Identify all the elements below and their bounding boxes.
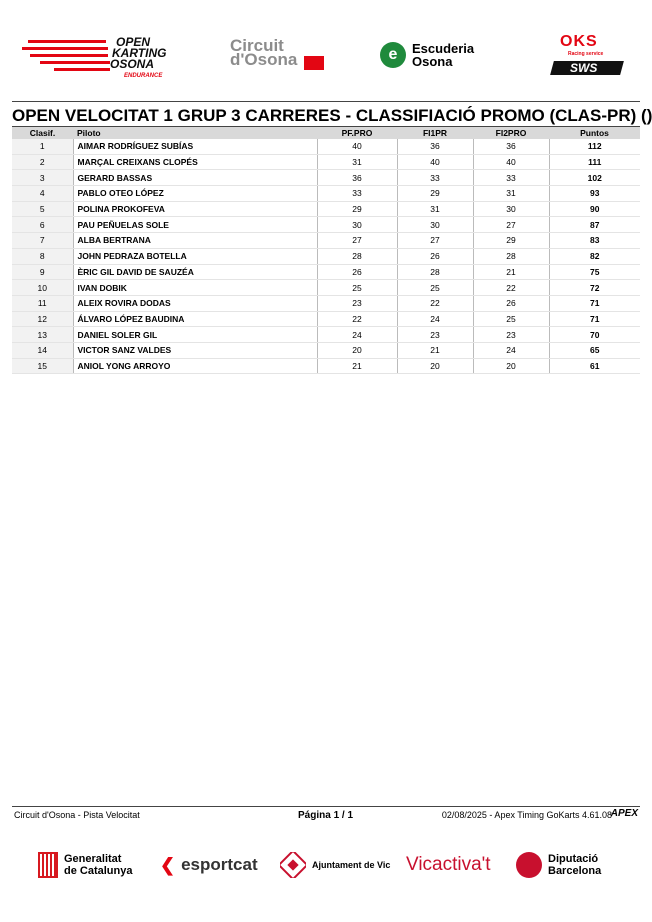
- header-clasif: Clasif.: [12, 127, 73, 139]
- cell-piloto: ÈRIC GIL DAVID DE SAUZÉA: [73, 264, 317, 280]
- cell-puntos: 71: [549, 295, 640, 311]
- title-rule-top: [12, 101, 640, 102]
- ajuntament-vic-logo: [280, 848, 390, 882]
- header-piloto: Piloto: [73, 127, 317, 139]
- cell-position: 3: [12, 170, 73, 186]
- cell-piloto: DANIEL SOLER GIL: [73, 327, 317, 343]
- cell-piloto: IVAN DOBIK: [73, 280, 317, 296]
- cell-pfpro: 25: [317, 280, 397, 296]
- cell-fi1pr: 27: [397, 233, 473, 249]
- footer-venue: Circuit d'Osona - Pista Velocitat: [14, 810, 140, 820]
- cell-fi2pro: 28: [473, 248, 549, 264]
- cell-pfpro: 28: [317, 248, 397, 264]
- cell-position: 14: [12, 342, 73, 358]
- cell-puntos: 87: [549, 217, 640, 233]
- oks-brand: OKS: [560, 33, 598, 50]
- logo-line-4: ENDURANCE: [124, 73, 163, 79]
- circuit-line-1: Circuit: [230, 36, 284, 55]
- table-row: [12, 233, 640, 249]
- logo-line-3: OSONA: [110, 57, 155, 71]
- cell-piloto: ALBA BERTRANA: [73, 233, 317, 249]
- cell-pfpro: 26: [317, 264, 397, 280]
- cell-position: 13: [12, 327, 73, 343]
- cell-pfpro: 21: [317, 358, 397, 374]
- header-fi1pr: FI1PR: [397, 127, 473, 139]
- cell-position: 8: [12, 248, 73, 264]
- table-row: [12, 170, 640, 186]
- ajuntament-text: Ajuntament de Vic: [312, 860, 391, 870]
- cell-puntos: 93: [549, 186, 640, 202]
- table-row: [12, 186, 640, 202]
- header-puntos: Puntos: [549, 127, 640, 139]
- cell-puntos: 61: [549, 358, 640, 374]
- vic-shield-icon: [280, 852, 306, 878]
- cell-position: 1: [12, 139, 73, 154]
- diputacio-line-1: Diputació: [548, 853, 599, 865]
- cell-puntos: 102: [549, 170, 640, 186]
- cell-puntos: 71: [549, 311, 640, 327]
- red-flag-icon: [304, 56, 324, 70]
- cell-pfpro: 22: [317, 311, 397, 327]
- cell-pfpro: 33: [317, 186, 397, 202]
- cell-pfpro: 29: [317, 201, 397, 217]
- cell-piloto: POLINA PROKOFEVA: [73, 201, 317, 217]
- esportcat-swoosh-icon: ❮: [160, 854, 176, 875]
- page-title: OPEN VELOCITAT 1 GRUP 3 CARRERES - CLASSIFIACIÓ PROMO (CLAS-PR) (): [12, 106, 652, 125]
- cell-piloto: ANIOL YONG ARROYO: [73, 358, 317, 374]
- cell-piloto: PAU PEÑUELAS SOLE: [73, 217, 317, 233]
- results-table: [12, 127, 640, 374]
- vicactiva-logo: [406, 848, 491, 882]
- cell-puntos: 72: [549, 280, 640, 296]
- cell-fi1pr: 30: [397, 217, 473, 233]
- cell-puntos: 65: [549, 342, 640, 358]
- cell-fi2pro: 26: [473, 295, 549, 311]
- sponsor-logos: [0, 848, 652, 884]
- cell-position: 11: [12, 295, 73, 311]
- table-row: [12, 139, 640, 154]
- cell-puntos: 82: [549, 248, 640, 264]
- cell-puntos: 83: [549, 233, 640, 249]
- generalitat-stripes-icon: [38, 852, 58, 878]
- cell-fi2pro: 21: [473, 264, 549, 280]
- cell-piloto: MARÇAL CREIXANS CLOPÉS: [73, 154, 317, 170]
- cell-fi1pr: 20: [397, 358, 473, 374]
- cell-pfpro: 24: [317, 327, 397, 343]
- cell-piloto: PABLO OTEO LÓPEZ: [73, 186, 317, 202]
- cell-fi1pr: 23: [397, 327, 473, 343]
- circuit-line-2: d'Osona: [230, 50, 298, 69]
- cell-fi2pro: 23: [473, 327, 549, 343]
- cell-pfpro: 27: [317, 233, 397, 249]
- diputacio-line-2: Barcelona: [548, 865, 602, 877]
- cell-position: 7: [12, 233, 73, 249]
- escuderia-osona-logo: [380, 30, 500, 80]
- cell-fi1pr: 28: [397, 264, 473, 280]
- cell-fi1pr: 40: [397, 154, 473, 170]
- table-row: [12, 154, 640, 170]
- table-header-row: [12, 127, 640, 139]
- table-row: [12, 264, 640, 280]
- cell-puntos: 90: [549, 201, 640, 217]
- cell-piloto: ÁLVARO LÓPEZ BAUDINA: [73, 311, 317, 327]
- table-row: [12, 248, 640, 264]
- cell-fi2pro: 33: [473, 170, 549, 186]
- table-row: [12, 201, 640, 217]
- cell-position: 2: [12, 154, 73, 170]
- circuit-osona-logo: [230, 30, 342, 80]
- cell-pfpro: 30: [317, 217, 397, 233]
- table-row: [12, 217, 640, 233]
- cell-piloto: VICTOR SANZ VALDES: [73, 342, 317, 358]
- cell-pfpro: 23: [317, 295, 397, 311]
- header-logos: [12, 30, 640, 82]
- table-row: [12, 358, 640, 374]
- footer-page-number: Página 1 / 1: [298, 810, 354, 821]
- header-pfpro: PF.PRO: [317, 127, 397, 139]
- cell-position: 4: [12, 186, 73, 202]
- generalitat-line-1: Generalitat: [64, 853, 122, 865]
- cell-fi2pro: 24: [473, 342, 549, 358]
- cell-fi2pro: 40: [473, 154, 549, 170]
- cell-fi1pr: 26: [397, 248, 473, 264]
- cell-position: 5: [12, 201, 73, 217]
- apex-logo: APEX: [610, 808, 638, 819]
- cell-fi2pro: 36: [473, 139, 549, 154]
- escuderia-e-icon: e: [380, 42, 406, 68]
- cell-puntos: 70: [549, 327, 640, 343]
- generalitat-logo: [38, 848, 132, 882]
- sws-brand: SWS: [570, 61, 598, 75]
- cell-pfpro: 31: [317, 154, 397, 170]
- cell-fi1pr: 29: [397, 186, 473, 202]
- esportcat-text: esportcat: [181, 855, 258, 874]
- cell-position: 10: [12, 280, 73, 296]
- cell-fi1pr: 25: [397, 280, 473, 296]
- cell-fi2pro: 27: [473, 217, 549, 233]
- cell-position: 9: [12, 264, 73, 280]
- table-row: [12, 327, 640, 343]
- table-row: [12, 311, 640, 327]
- cell-piloto: GERARD BASSAS: [73, 170, 317, 186]
- escuderia-line-2: Osona: [412, 54, 453, 69]
- table-row: [12, 280, 640, 296]
- open-karting-osona-logo: [20, 30, 180, 80]
- cell-fi2pro: 31: [473, 186, 549, 202]
- cell-fi1pr: 36: [397, 139, 473, 154]
- cell-fi2pro: 25: [473, 311, 549, 327]
- cell-piloto: AIMAR RODRÍGUEZ SUBÍAS: [73, 139, 317, 154]
- table-row: [12, 295, 640, 311]
- cell-position: 15: [12, 358, 73, 374]
- escuderia-line-1: Escuderia: [412, 41, 475, 56]
- footer-timestamp: 02/08/2025 - Apex Timing GoKarts 4.61.08: [441, 810, 612, 820]
- table-row: [12, 342, 640, 358]
- cell-fi2pro: 20: [473, 358, 549, 374]
- cell-pfpro: 40: [317, 139, 397, 154]
- logo-line-1: OPEN: [116, 35, 151, 49]
- cell-fi2pro: 29: [473, 233, 549, 249]
- page-footer: [12, 806, 640, 821]
- cell-fi1pr: 22: [397, 295, 473, 311]
- diputacio-emblem-icon: [516, 852, 542, 878]
- cell-position: 12: [12, 311, 73, 327]
- cell-fi2pro: 22: [473, 280, 549, 296]
- cell-puntos: 111: [549, 154, 640, 170]
- cell-fi2pro: 30: [473, 201, 549, 217]
- diputacio-barcelona-logo: [516, 848, 601, 882]
- cell-puntos: 75: [549, 264, 640, 280]
- cell-pfpro: 20: [317, 342, 397, 358]
- header-fi2pro: FI2PRO: [473, 127, 549, 139]
- cell-fi1pr: 24: [397, 311, 473, 327]
- cell-puntos: 112: [549, 139, 640, 154]
- cell-position: 6: [12, 217, 73, 233]
- logo-line-2: KARTING: [112, 46, 167, 60]
- esportcat-logo: [160, 848, 258, 882]
- oks-sub: Racing service: [568, 51, 604, 57]
- cell-fi1pr: 31: [397, 201, 473, 217]
- cell-fi1pr: 21: [397, 342, 473, 358]
- generalitat-line-2: de Catalunya: [64, 865, 133, 877]
- oks-sws-logo: [542, 30, 628, 80]
- cell-fi1pr: 33: [397, 170, 473, 186]
- cell-piloto: ALEIX ROVIRA DODAS: [73, 295, 317, 311]
- cell-piloto: JOHN PEDRAZA BOTELLA: [73, 248, 317, 264]
- vicactiva-text: Vicactiva't: [406, 854, 491, 875]
- cell-pfpro: 36: [317, 170, 397, 186]
